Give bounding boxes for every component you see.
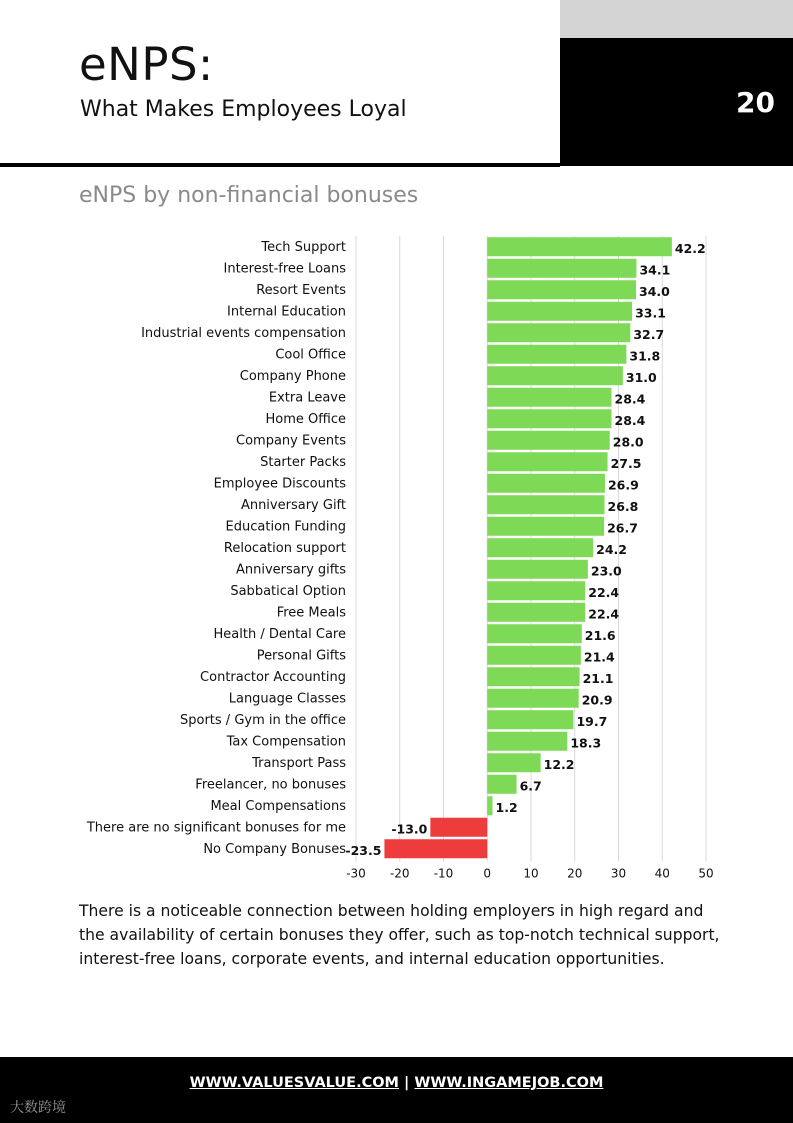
data-label: 23.0 (590, 563, 622, 579)
category-label: Internal Education (227, 304, 346, 320)
bar (487, 302, 632, 321)
x-tick-label: 20 (567, 866, 583, 881)
category-label: Relocation support (223, 540, 346, 556)
category-label: Sabbatical Option (230, 583, 346, 599)
x-tick-label: -20 (389, 866, 410, 881)
bar (487, 689, 578, 708)
footer-link-ingamejob[interactable]: WWW.INGAMEJOB.COM (414, 1075, 604, 1091)
footer-link-valuesvalue[interactable]: WWW.VALUESVALUE.COM (189, 1075, 399, 1091)
chart-title: eNPS by non-financial bonuses (79, 183, 419, 208)
data-label: 22.4 (588, 606, 620, 622)
data-label: 32.7 (633, 326, 665, 342)
category-label: Health / Dental Care (213, 626, 346, 642)
bar (487, 732, 567, 751)
data-label: 1.2 (495, 799, 518, 815)
category-label: Sports / Gym in the office (180, 712, 346, 728)
category-label: Transport Pass (252, 755, 346, 771)
category-label: Freelancer, no bonuses (195, 777, 346, 793)
x-tick-label: 0 (483, 866, 492, 881)
category-label: Personal Gifts (256, 648, 346, 664)
header-grey-bar (560, 0, 793, 38)
data-label: 20.9 (581, 692, 613, 708)
category-label: Industrial events compensation (141, 325, 346, 341)
category-label: Anniversary gifts (235, 562, 346, 578)
data-label: 6.7 (519, 778, 542, 794)
category-label: Free Meals (276, 605, 346, 621)
bar (487, 624, 582, 643)
bar (487, 237, 672, 256)
bar (487, 259, 636, 278)
data-label: 12.2 (543, 756, 575, 772)
data-label: 28.4 (614, 412, 646, 428)
data-label: 26.9 (607, 477, 639, 493)
x-tick-label: -30 (346, 866, 366, 881)
category-label: Anniversary Gift (240, 497, 346, 513)
x-tick-label: 50 (698, 866, 714, 881)
data-label: 21.1 (582, 670, 614, 686)
data-label: 19.7 (576, 713, 608, 729)
data-label: 26.7 (607, 520, 638, 536)
category-label: Starter Packs (260, 454, 346, 470)
category-label: Tech Support (261, 239, 346, 255)
bar (487, 517, 604, 536)
data-label: -23.5 (345, 842, 382, 858)
bar (487, 452, 607, 471)
category-label: Meal Compensations (210, 798, 346, 814)
category-label: Language Classes (228, 691, 346, 707)
bar (487, 323, 630, 342)
bar (384, 839, 487, 858)
data-label: 21.4 (583, 649, 615, 665)
category-label: Resort Events (256, 282, 346, 298)
data-label: 27.5 (610, 455, 642, 471)
data-label: 28.0 (612, 434, 644, 450)
body-paragraph: There is a noticeable connection between holding employers in high regard and the availability of certain bonuses they offer, such as top-notch technical support, interest-free loans, corporate events, and internal education opportunities. (79, 902, 720, 968)
category-label: Interest-free Loans (223, 261, 346, 277)
data-label: -13.0 (391, 821, 428, 837)
x-tick-label: 30 (610, 866, 627, 881)
bar (487, 796, 492, 815)
category-label: Education Funding (225, 519, 346, 535)
bar (430, 818, 487, 837)
data-label: 34.0 (639, 283, 670, 299)
data-label: 42.2 (674, 240, 706, 256)
footer-links (0, 1075, 793, 1091)
bar (487, 560, 588, 579)
category-label: Company Events (236, 433, 346, 449)
data-label: 31.8 (629, 348, 661, 364)
bar (487, 366, 623, 385)
bar (487, 581, 585, 600)
bar (487, 345, 626, 364)
bar (487, 775, 516, 794)
data-label: 33.1 (635, 305, 666, 321)
category-label: Home Office (265, 411, 346, 427)
bar (487, 474, 605, 493)
data-label: 18.3 (570, 735, 602, 751)
category-label: Employee Discounts (213, 476, 346, 492)
bar (487, 603, 585, 622)
data-label: 22.4 (588, 584, 620, 600)
bar (487, 667, 579, 686)
bar (487, 646, 581, 665)
page-number-box (560, 38, 793, 166)
data-label: 26.8 (607, 498, 639, 514)
x-tick-label: 10 (523, 866, 539, 881)
data-label: 24.2 (596, 541, 627, 557)
category-label: No Company Bonuses (203, 841, 346, 857)
footer (0, 1057, 793, 1123)
bar (487, 495, 604, 514)
x-tick-label: 40 (654, 866, 670, 881)
bar (487, 538, 593, 557)
page-number: 20 (736, 86, 775, 119)
data-label: 28.4 (614, 391, 646, 407)
bar (487, 388, 611, 407)
category-label: Contractor Accounting (200, 669, 346, 685)
data-label: 31.0 (625, 369, 657, 385)
watermark-text: 大数跨境 (10, 1100, 66, 1116)
footer-separator: | (404, 1075, 410, 1091)
category-label: Tax Compensation (226, 734, 346, 750)
header-divider (0, 163, 560, 167)
bar (487, 409, 611, 428)
bar (487, 431, 610, 450)
x-tick-label: -10 (433, 866, 454, 881)
category-label: Company Phone (239, 368, 346, 384)
page-subtitle: What Makes Employees Loyal (80, 97, 407, 122)
bar (487, 710, 573, 729)
enps-bar-chart (0, 225, 793, 890)
category-label: Extra Leave (268, 390, 346, 406)
bar (487, 280, 636, 299)
bar (487, 753, 540, 772)
data-label: 21.6 (584, 627, 616, 643)
category-label: There are no significant bonuses for me (86, 820, 346, 836)
page-title: eNPS: (79, 38, 214, 91)
data-label: 34.1 (639, 262, 671, 278)
category-label: Cool Office (275, 347, 346, 363)
